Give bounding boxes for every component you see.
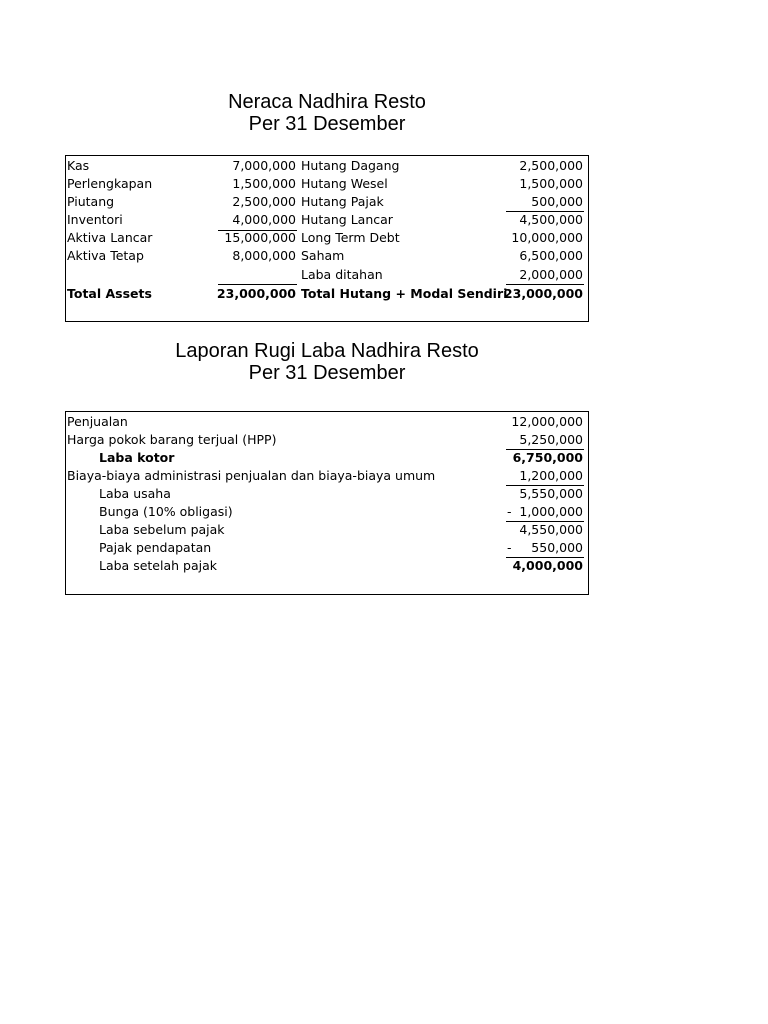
liability-label: Hutang Dagang xyxy=(301,158,400,173)
total-liabilities-value: 23,000,000 xyxy=(503,286,583,301)
table-row xyxy=(66,539,588,557)
income-label: Harga pokok barang terjual (HPP) xyxy=(67,432,277,447)
income-label: Bunga (10% obligasi) xyxy=(99,504,233,519)
liability-label: Hutang Wesel xyxy=(301,176,388,191)
balance-title: Neraca Nadhira Resto xyxy=(228,91,426,113)
income-label: Penjualan xyxy=(67,414,128,429)
liability-value: 1,500,000 xyxy=(519,176,583,191)
table-row xyxy=(66,521,588,539)
asset-subtotal-rule xyxy=(218,230,297,231)
operating-profit-rule xyxy=(506,485,584,486)
table-row xyxy=(66,247,588,265)
sign: - xyxy=(507,540,512,555)
income-value: 4,550,000 xyxy=(519,522,583,537)
asset-value: 15,000,000 xyxy=(224,230,296,245)
liability-value: 2,500,000 xyxy=(519,158,583,173)
liability-value: 2,000,000 xyxy=(519,267,583,282)
income-label: Pajak pendapatan xyxy=(99,540,212,555)
table-row xyxy=(66,485,588,503)
table-row xyxy=(66,229,588,247)
table-row xyxy=(66,431,588,449)
balance-subtitle: Per 31 Desember xyxy=(248,113,406,135)
asset-total-rule xyxy=(218,284,297,285)
liability-label: Laba ditahan xyxy=(301,267,383,282)
table-row xyxy=(66,503,588,521)
income-title: Laporan Rugi Laba Nadhira Resto xyxy=(175,340,479,362)
asset-label: Piutang xyxy=(67,194,115,209)
table-row xyxy=(66,211,588,229)
total-assets-value: 23,000,000 xyxy=(216,286,296,301)
asset-value: 7,000,000 xyxy=(232,158,296,173)
pretax-profit-rule xyxy=(506,521,584,522)
table-row xyxy=(66,175,588,193)
total-assets-label: Total Assets xyxy=(67,286,152,301)
income-value: 1,000,000 xyxy=(519,504,583,519)
asset-value: 4,000,000 xyxy=(232,212,296,227)
table-row xyxy=(66,193,588,211)
asset-label: Inventori xyxy=(67,212,123,227)
income-label: Biaya-biaya administrasi penjualan dan biaya-biaya umum xyxy=(67,468,436,483)
liability-label: Hutang Lancar xyxy=(301,212,393,227)
total-row xyxy=(66,285,588,303)
table-row xyxy=(66,157,588,175)
asset-value: 8,000,000 xyxy=(232,248,296,263)
liability-label: Long Term Debt xyxy=(301,230,400,245)
asset-value: 1,500,000 xyxy=(232,176,296,191)
income-label: Laba kotor xyxy=(99,450,175,465)
liability-label: Hutang Pajak xyxy=(301,194,384,209)
liability-subtotal-rule xyxy=(506,211,584,212)
asset-label: Aktiva Lancar xyxy=(67,230,153,245)
liability-value: 4,500,000 xyxy=(519,212,583,227)
table-row xyxy=(66,467,588,485)
liability-label: Saham xyxy=(301,248,345,263)
liability-total-rule xyxy=(506,284,584,285)
income-value: 1,200,000 xyxy=(519,468,583,483)
income-statement-table xyxy=(65,411,589,595)
liability-value: 6,500,000 xyxy=(519,248,583,263)
table-row xyxy=(66,449,588,467)
table-row xyxy=(66,557,588,575)
income-subtitle: Per 31 Desember xyxy=(248,362,406,384)
income-value: 5,250,000 xyxy=(519,432,583,447)
sign: - xyxy=(507,504,512,519)
asset-label: Kas xyxy=(67,158,90,173)
asset-value: 2,500,000 xyxy=(232,194,296,209)
table-row xyxy=(66,266,588,284)
income-value: 5,550,000 xyxy=(519,486,583,501)
asset-label: Perlengkapan xyxy=(67,176,153,191)
income-label: Laba usaha xyxy=(99,486,171,501)
gross-profit-rule xyxy=(506,449,584,450)
total-liabilities-label: Total Hutang + Modal Sendiri xyxy=(301,286,508,301)
income-value: 550,000 xyxy=(531,540,583,555)
asset-value xyxy=(216,266,296,284)
table-row xyxy=(66,413,588,431)
balance-sheet-table xyxy=(65,155,589,322)
income-label: Laba setelah pajak xyxy=(99,558,217,573)
income-value: 12,000,000 xyxy=(511,414,583,429)
net-income-rule xyxy=(506,557,584,558)
income-label: Laba sebelum pajak xyxy=(99,522,225,537)
liability-value: 500,000 xyxy=(531,194,583,209)
liability-value: 10,000,000 xyxy=(511,230,583,245)
net-income-value: 4,000,000 xyxy=(512,558,583,573)
asset-label: Aktiva Tetap xyxy=(67,248,144,263)
income-value: 6,750,000 xyxy=(512,450,583,465)
